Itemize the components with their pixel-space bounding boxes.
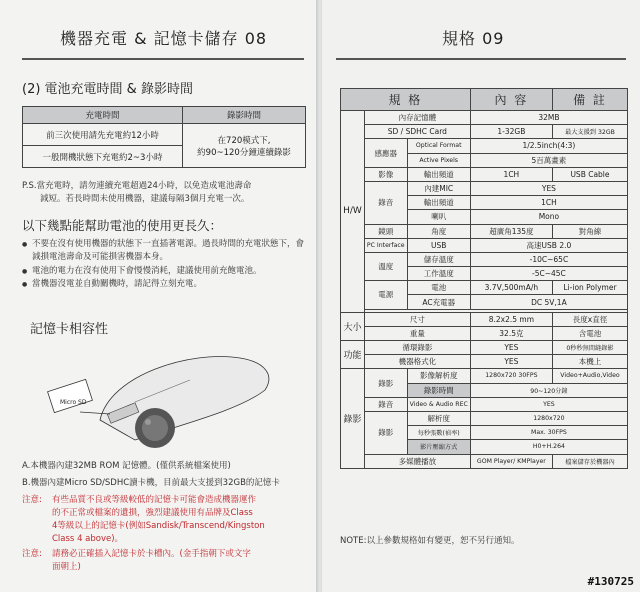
caution-line: 有些品質不良或等級較低的記憶卡可能會造成機器運作 (52, 495, 257, 505)
spec-value: 8.2x2.5 mm (470, 312, 552, 326)
card-notes (22, 460, 318, 490)
spec-label: 多媒體播放 (364, 454, 470, 468)
charge-record-table (22, 106, 306, 168)
camera-card-illustration (40, 350, 290, 450)
tip-item: ● 當機器沒電並自動關機時，請記得立刻充電。 (22, 278, 304, 291)
spec-label: 內存記憶體 (364, 111, 470, 125)
subgroup-power: 電源 (364, 281, 407, 309)
spec-value: YES (470, 181, 627, 195)
spec-value: YES (470, 355, 552, 369)
spec-remark: 長度x直徑 (552, 312, 627, 326)
spec-remark: 含電池 (552, 326, 627, 340)
spec-label: 機器格式化 (364, 355, 470, 369)
image-tag: #130725 (587, 575, 634, 588)
header-rule (336, 58, 626, 60)
section-battery-time-title: (2) 電池充電時間 & 錄影時間 (22, 82, 193, 97)
spec-value: YES (470, 397, 627, 411)
card-compat-heading: 記憶卡相容性 (30, 322, 109, 337)
spec-value: 1/2.5inch(4:3) (470, 139, 627, 153)
caution-line: 面朝上) (52, 562, 81, 572)
spec-value: 3.7V,500mA/h (470, 281, 552, 295)
caution-insert (22, 548, 318, 574)
spec-label: 電池 (407, 281, 470, 295)
spec-value: Mono (470, 210, 627, 224)
spec-remark: 本機上 (552, 355, 627, 369)
record-time-header: 錄影時間 (183, 107, 306, 124)
spec-remark: 最大支援到 32GB (552, 125, 627, 139)
charge-row-normal: 一般開機狀態下充電約2~3小時 (23, 146, 183, 168)
spec-header-content: 內 容 (470, 89, 552, 111)
spec-label: 儲存溫度 (407, 252, 470, 266)
ps-note-line1: P.S.當充電時，請勿連續充電超過24小時，以免造成電池壽命 (22, 181, 252, 191)
spec-value: 1CH (470, 167, 552, 181)
spec-label: AC充電器 (407, 295, 470, 309)
spec-label: Video & Audio REC (407, 397, 470, 411)
spec-value: 1280x720 (470, 411, 627, 425)
spec-label: 輸出頻道 (407, 167, 470, 181)
battery-tips-list (22, 238, 304, 291)
caution-line: Class 4 above)。 (52, 534, 124, 544)
caution-quality (22, 494, 318, 546)
spec-value: 1CH (470, 196, 627, 210)
left-page-header: 機器充電 & 記憶卡儲存 08 (60, 29, 268, 48)
spec-label: 錄影時間 (407, 383, 470, 397)
spec-value: 32.5克 (470, 326, 552, 340)
spec-remark: 對角線 (552, 224, 627, 238)
caution-line: 4等級以上的記憶卡(例如Sandisk/Transcend/Kingston (52, 521, 265, 531)
charge-row-first: 前三次使用請先充電約12小時 (23, 124, 183, 146)
spec-header-remark: 備 註 (552, 89, 627, 111)
subgroup-temp: 溫度 (364, 252, 407, 280)
spec-remark: Li-ion Polymer (552, 281, 627, 295)
spec-label: 內建MIC (407, 181, 470, 195)
spec-value: H0+H.264 (470, 440, 627, 454)
card-note-b: B.機器內建Micro SD/SDHC讀卡機，目前最大支援到32GB的記憶卡 (22, 478, 280, 488)
subgroup-video: 影像 (364, 167, 407, 181)
spec-value: DC 5V,1A (470, 295, 627, 309)
spec-label: 重量 (364, 326, 470, 340)
subgroup-pc: PC Interface (364, 238, 407, 252)
caution-label: 注意: (22, 549, 42, 559)
spec-label: 工作溫度 (407, 267, 470, 281)
spec-label: 影像解析度 (407, 369, 470, 383)
spec-label: 循環錄影 (364, 341, 470, 355)
spec-label: 角度 (407, 224, 470, 238)
group-func: 功能 (341, 341, 365, 369)
spec-label: 解析度 (407, 411, 470, 425)
subgroup-sensor: 感應器 (364, 139, 407, 167)
spec-value: 高速USB 2.0 (470, 238, 627, 252)
spec-value: 1280x720 30FPS (470, 369, 552, 383)
spec-label: Active Pixels (407, 153, 470, 167)
record-time-line1: 在720模式下, (217, 135, 271, 146)
spec-value: 32MB (470, 111, 627, 125)
tip-item: ● 電池的電力在沒有使用下會慢慢消耗，建議使用前充飽電池。 (22, 265, 304, 278)
battery-tips-heading: 以下幾點能幫助電池的使用更長久： (22, 218, 223, 233)
spec-remark: USB Cable (552, 167, 627, 181)
subgroup-rec1: 錄影 (364, 369, 407, 397)
ps-note (22, 180, 312, 206)
header-rule (22, 58, 304, 60)
caution-line: 的不正常或檔案的遺損，強烈建議使用有品牌及Class (52, 508, 253, 518)
group-rec: 錄影 (341, 369, 365, 468)
tip-item: ● 不要在沒有使用機器的狀態下一直插著電源。過長時間的充電狀態下，會減損電池壽命及可能損害機器本身。 (22, 238, 304, 264)
spec-value: -5C~45C (470, 267, 627, 281)
left-page (0, 0, 318, 592)
spec-label: 每秒張數(禎率) (407, 426, 470, 440)
spec-label: SD / SDHC Card (364, 125, 470, 139)
spec-note: NOTE:以上參數規格如有變更，恕不另行通知。 (340, 536, 520, 546)
record-time-cell (183, 124, 306, 168)
svg-text:Micro SD: Micro SD (60, 399, 87, 406)
spec-label: 影片壓縮方式 (407, 440, 470, 454)
spec-value: 90~120分鐘 (470, 383, 627, 397)
spec-label: 喇叭 (407, 210, 470, 224)
spec-remark: 檔案儲存於機器內 (552, 454, 627, 468)
caution-label: 注意: (22, 495, 42, 505)
caution-line: 請務必正確插入記憶卡於卡槽內。(金手指朝下或文字 (52, 549, 251, 559)
group-size: 大小 (341, 312, 365, 340)
spec-label: 尺寸 (364, 312, 470, 326)
ps-note-line2: 減短。若長時間未使用機器，建議每隔3個月充電一次。 (40, 194, 250, 204)
spec-remark: Video+Audio,Video (552, 369, 627, 383)
right-page-header: 規格 09 (442, 29, 505, 48)
spec-remark: 0秒秒無間縫錄影 (552, 341, 627, 355)
subgroup-lens: 鏡頭 (364, 224, 407, 238)
spec-value: 5百萬畫素 (470, 153, 627, 167)
spec-table (340, 88, 628, 469)
spec-value: YES (470, 341, 552, 355)
spec-label: USB (407, 238, 470, 252)
charge-time-header: 充電時間 (23, 107, 183, 124)
card-note-a: A.本機器內建32MB ROM 記憶體。(僅供系統檔案使用) (22, 461, 231, 471)
subgroup-rec2: 錄影 (364, 411, 407, 454)
record-time-line2: 約90~120分鐘連續錄影 (197, 147, 291, 158)
spec-value: GOM Player/ KMPlayer (470, 454, 552, 468)
spec-value: -10C~65C (470, 252, 627, 266)
spec-value: 1-32GB (470, 125, 552, 139)
subgroup-audio: 錄音 (364, 181, 407, 224)
spec-label: Optical Format (407, 139, 470, 153)
subgroup-rec-audio: 錄音 (364, 397, 407, 411)
spec-header-item: 規 格 (341, 89, 471, 111)
spec-label: 輸出頻道 (407, 196, 470, 210)
group-hw: H/W (341, 111, 365, 313)
spec-value: Max. 30FPS (470, 426, 627, 440)
spec-value: 超廣角135度 (470, 224, 552, 238)
